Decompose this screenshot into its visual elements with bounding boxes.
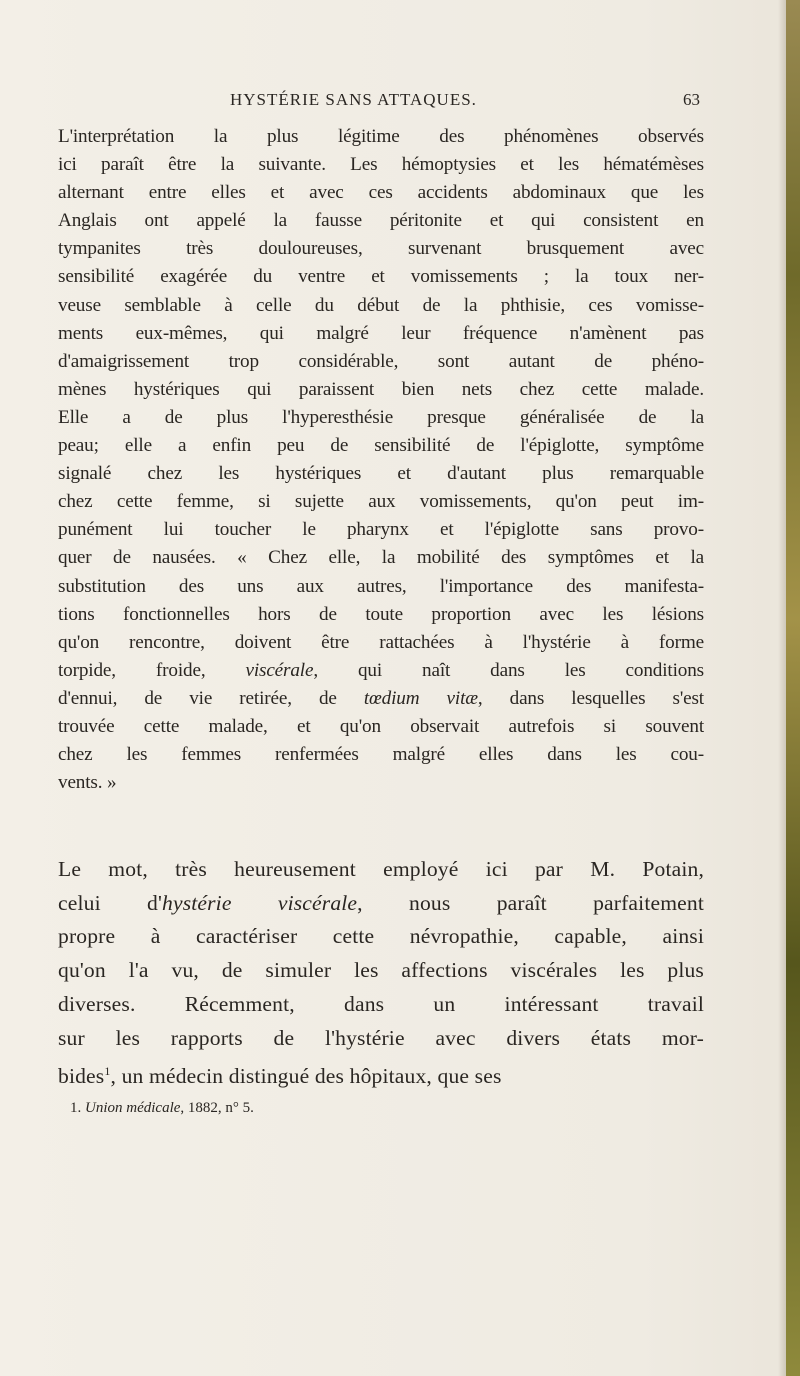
text-line: punément lui toucher le pharynx et l'épiglotte sans provo- xyxy=(58,519,704,541)
text-line: veuse semblable à celle du début de la phthisie, ces vomisse- xyxy=(58,294,704,316)
text-line: peau; elle a enfin peu de sensibilité de l'épiglotte, symptôme xyxy=(58,435,704,457)
text-segment: d'ennui, de vie retirée, de xyxy=(58,687,364,709)
text-line: Anglais ont appelé la fausse péritonite et qui consistent en xyxy=(58,210,704,232)
text-line: substitution des uns aux autres, l'importance des manifesta- xyxy=(58,575,704,597)
text-segment: , dans lesquelles s'est xyxy=(477,687,704,709)
text-line: propre à caractériser cette névropathie, capable, ainsi xyxy=(58,924,704,949)
footnote-source: Union médicale xyxy=(85,1100,181,1116)
footnote-details: , 1882, n° 5. xyxy=(180,1100,254,1116)
italic-term: viscérale xyxy=(245,659,314,681)
text-segment: , qui naît dans les conditions xyxy=(313,659,704,681)
text-line: ments eux-mêmes, qui malgré leur fréquence n'amènent pas xyxy=(58,322,704,344)
text-line: diverses. Récemment, dans un intéressant travail xyxy=(58,991,704,1016)
text-line xyxy=(58,887,704,921)
text-line: signalé chez les hystériques et d'autant plus remarquable xyxy=(58,463,704,485)
italic-term: hystérie viscérale xyxy=(162,890,358,915)
text-segment: torpide, froide, xyxy=(58,659,246,681)
text-line: quer de nausées. « Chez elle, la mobilité des symptômes et la xyxy=(58,547,704,569)
text-line: ici paraît être la suivante. Les hémoptysies et les hématémèses xyxy=(58,154,704,176)
text-line xyxy=(58,657,704,685)
text-line xyxy=(58,685,704,713)
footnote xyxy=(70,1100,254,1117)
body-paragraph xyxy=(58,853,704,1094)
text-segment: bides xyxy=(58,1064,105,1089)
text-line: chez cette femme, si sujette aux vomissements, qu'on peut im- xyxy=(58,491,704,513)
text-line: d'amaigrissement trop considérable, sont autant de phéno- xyxy=(58,350,704,372)
page-number: 63 xyxy=(683,90,700,109)
text-line: tympanites très douloureuses, survenant brusquement avec xyxy=(58,238,704,260)
text-segment: , un médecin distingué des hôpitaux, que ses xyxy=(110,1064,502,1089)
page-header xyxy=(230,90,700,116)
footnote-marker: 1 xyxy=(104,1064,111,1079)
text-line: trouvée cette malade, et qu'on observait autrefois si souvent xyxy=(58,715,704,737)
text-line: alternant entre elles et avec ces accidents abdominaux que les xyxy=(58,182,704,204)
text-line: vents. » xyxy=(58,772,117,794)
text-line: qu'on l'a vu, de simuler les affections viscérales les plus xyxy=(58,958,704,983)
italic-term: tœdium vitæ xyxy=(363,687,478,709)
text-segment: celui d' xyxy=(58,890,163,915)
footnote-number: 1. xyxy=(70,1100,82,1116)
text-line: chez les femmes renfermées malgré elles dans les cou- xyxy=(58,744,704,766)
text-line: sensibilité exagérée du ventre et vomissements ; la toux ner- xyxy=(58,266,704,288)
text-line xyxy=(58,1055,704,1094)
text-line: mènes hystériques qui paraissent bien nets chez cette malade. xyxy=(58,378,704,400)
text-line: L'interprétation la plus légitime des phénomènes observés xyxy=(58,126,704,147)
text-line: sur les rapports de l'hystérie avec divers états mor- xyxy=(58,1025,704,1050)
page-edge-shadow xyxy=(778,0,786,1376)
text-line: qu'on rencontre, doivent être rattachées à l'hystérie à forme xyxy=(58,631,704,653)
text-line: Le mot, très heureusement employé ici par M. Potain, xyxy=(58,857,704,881)
text-segment: , nous paraît parfaitement xyxy=(357,890,704,915)
book-edge xyxy=(786,0,800,1376)
running-title: HYSTÉRIE SANS ATTAQUES. xyxy=(230,90,477,109)
text-line: tions fonctionnelles hors de toute proportion avec les lésions xyxy=(58,603,704,625)
quoted-paragraph xyxy=(58,123,704,797)
text-line: Elle a de plus l'hyperesthésie presque généralisée de la xyxy=(58,406,704,428)
